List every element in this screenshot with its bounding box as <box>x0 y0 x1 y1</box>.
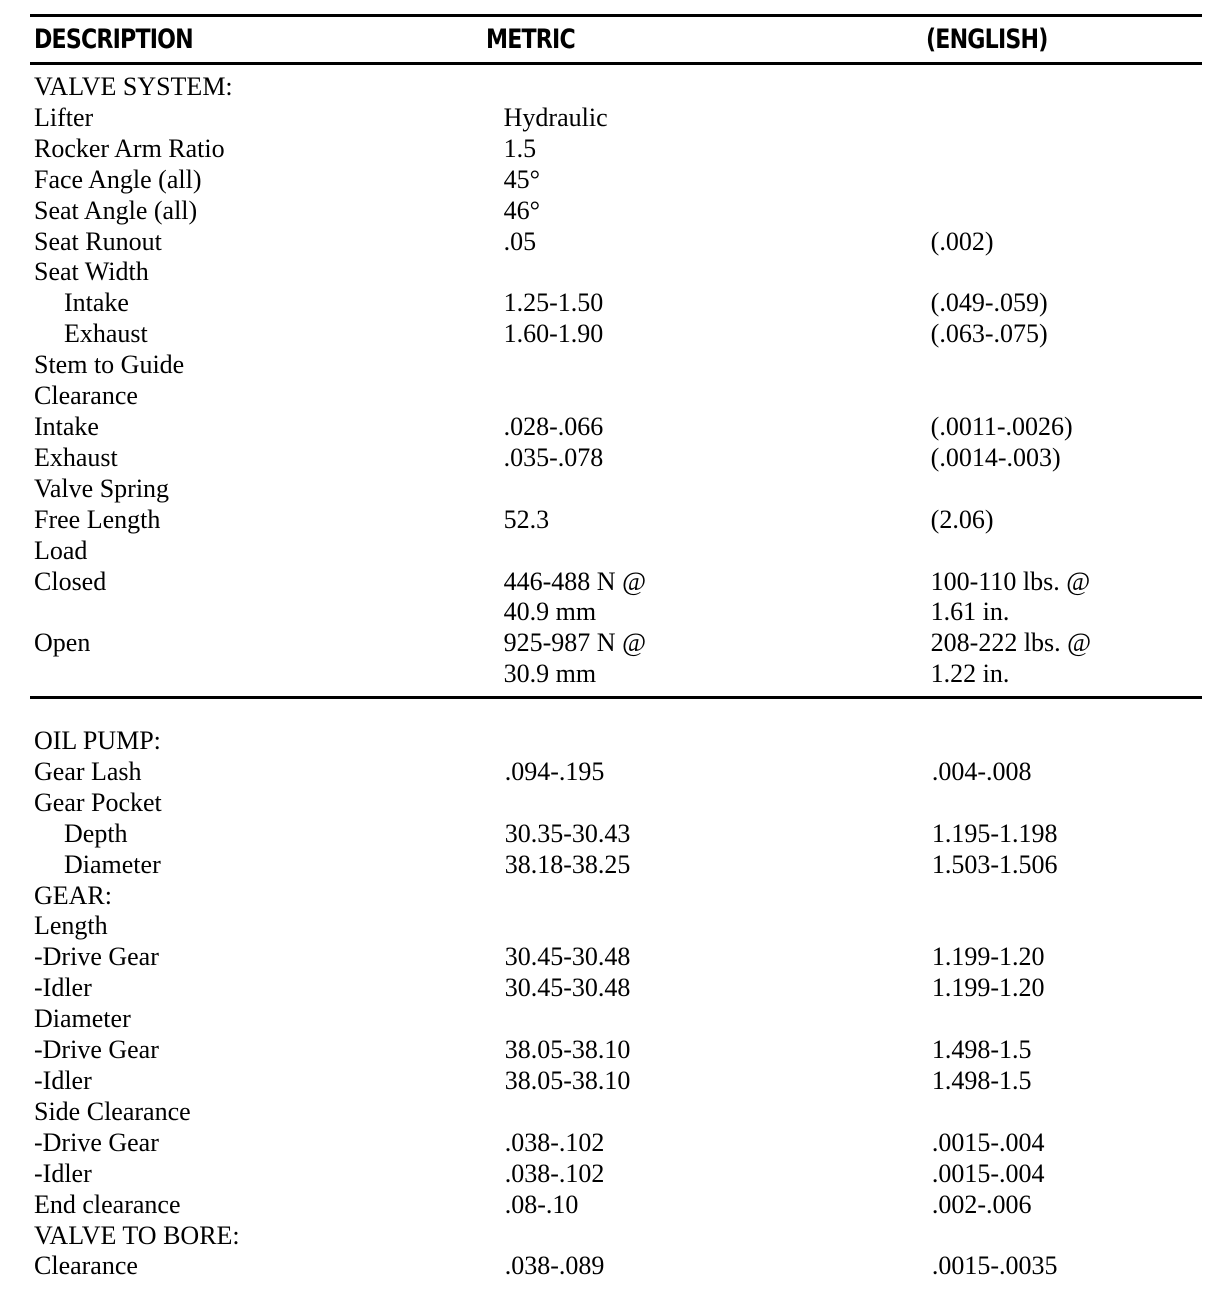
metric-cell <box>504 350 931 381</box>
metric-cell: 446-488 N @ <box>503 566 647 596</box>
metric-cell <box>504 257 931 288</box>
description-cell: VALVE TO BORE: <box>34 1220 240 1250</box>
metric-cell <box>504 72 931 103</box>
description-cell: GEAR: <box>34 880 112 910</box>
description-cell: Seat Runout <box>34 226 162 256</box>
metric-cell: 40.9 mm <box>503 597 597 627</box>
spec-row <box>34 567 1194 598</box>
description-cell: -Drive Gear <box>34 1127 159 1157</box>
description-cell: -Idler <box>34 1158 92 1188</box>
spec-row <box>34 881 1194 912</box>
english-cell: (.049-.059) <box>930 288 1048 318</box>
metric-cell: Hydraulic <box>503 102 608 132</box>
spec-row <box>34 443 1194 474</box>
metric-cell <box>504 536 931 567</box>
english-cell: 1.199-1.20 <box>931 973 1045 1003</box>
english-cell <box>931 103 1194 134</box>
english-cell <box>931 134 1194 165</box>
spec-row <box>34 350 1194 381</box>
description-cell: OIL PUMP: <box>34 726 161 755</box>
metric-cell: .094-.195 <box>504 756 605 786</box>
english-cell: .0015-.004 <box>931 1127 1045 1157</box>
english-cell <box>932 881 1194 912</box>
spec-row <box>34 1097 1194 1128</box>
description-cell: -Drive Gear <box>34 1035 159 1065</box>
english-cell <box>932 1097 1194 1128</box>
metric-cell: 38.05-38.10 <box>504 1065 631 1095</box>
english-cell: 100-110 lbs. @ <box>930 566 1091 596</box>
spec-row <box>34 726 1194 757</box>
spec-row <box>34 1128 1194 1159</box>
english-cell <box>931 536 1194 567</box>
english-cell <box>931 72 1194 103</box>
english-cell: 1.199-1.20 <box>931 942 1045 972</box>
spec-row <box>34 505 1194 536</box>
metric-cell: 1.5 <box>503 133 537 163</box>
spec-row <box>34 288 1194 319</box>
metric-cell <box>505 911 932 942</box>
description-cell: Rocker Arm Ratio <box>34 133 225 163</box>
spec-row <box>34 1035 1194 1066</box>
metric-cell <box>505 881 932 912</box>
spec-row <box>34 227 1194 258</box>
description-cell: Seat Width <box>34 257 149 287</box>
spec-row <box>34 72 1194 103</box>
description-cell: Diameter <box>34 1004 131 1034</box>
english-cell <box>931 196 1194 227</box>
description-cell: Side Clearance <box>34 1096 191 1126</box>
section-divider-rule <box>30 696 1202 699</box>
metric-cell <box>504 381 931 412</box>
english-cell <box>932 911 1194 942</box>
metric-cell: 30.35-30.43 <box>504 818 631 848</box>
metric-cell <box>505 726 932 757</box>
spec-row <box>34 134 1194 165</box>
spec-row <box>34 597 1194 628</box>
spec-row <box>34 474 1194 505</box>
metric-cell: .028-.066 <box>503 411 604 441</box>
english-cell <box>931 165 1194 196</box>
spec-row <box>34 850 1194 881</box>
metric-cell <box>505 1097 932 1128</box>
english-cell <box>932 726 1194 757</box>
description-cell: Open <box>34 628 91 658</box>
english-cell: (.063-.075) <box>930 319 1048 349</box>
english-cell <box>931 381 1194 412</box>
english-cell <box>932 1004 1194 1035</box>
spec-row <box>34 942 1194 973</box>
english-cell: .004-.008 <box>931 756 1032 786</box>
metric-cell: 52.3 <box>503 504 550 534</box>
english-cell <box>932 788 1194 819</box>
spec-row <box>34 1066 1194 1097</box>
description-cell: Gear Pocket <box>34 787 162 817</box>
metric-cell: 30.45-30.48 <box>504 973 631 1003</box>
header-description: DESCRIPTION <box>34 24 193 55</box>
description-cell: Clearance <box>34 381 138 411</box>
metric-cell: 38.05-38.10 <box>504 1035 631 1065</box>
english-cell: 208-222 lbs. @ <box>930 628 1092 658</box>
spec-row <box>34 381 1194 412</box>
metric-cell: .05 <box>503 226 537 256</box>
metric-cell: 1.60-1.90 <box>503 319 604 349</box>
spec-row <box>34 757 1194 788</box>
english-cell: (.0014-.003) <box>930 442 1061 472</box>
description-cell: Exhaust <box>34 442 118 472</box>
header-english: (ENGLISH) <box>926 24 1048 55</box>
metric-cell: 1.25-1.50 <box>503 288 604 318</box>
metric-cell: 30.45-30.48 <box>504 942 631 972</box>
description-cell: Clearance <box>34 1251 138 1281</box>
english-cell <box>931 257 1194 288</box>
english-cell: (2.06) <box>930 504 994 534</box>
description-cell: Load <box>34 535 88 565</box>
description-cell: Closed <box>34 566 107 596</box>
english-cell: .0015-.0035 <box>931 1251 1058 1281</box>
spec-row <box>34 257 1194 288</box>
description-cell: Length <box>34 911 108 941</box>
english-cell: (.0011-.0026) <box>930 411 1073 441</box>
metric-cell <box>505 788 932 819</box>
description-cell: Depth <box>64 818 128 848</box>
metric-cell: 45° <box>503 164 541 194</box>
description-cell: -Idler <box>34 1065 92 1095</box>
description-cell: Lifter <box>34 102 94 132</box>
header-rule <box>30 62 1202 65</box>
metric-cell: .08-.10 <box>504 1189 579 1219</box>
metric-cell: .035-.078 <box>503 442 604 472</box>
english-cell <box>932 1221 1194 1252</box>
description-cell <box>34 597 504 628</box>
english-cell: 1.61 in. <box>930 597 1010 627</box>
spec-row <box>34 536 1194 567</box>
metric-cell: 30.9 mm <box>503 659 597 689</box>
spec-row <box>34 412 1194 443</box>
description-cell: -Idler <box>34 973 92 1003</box>
description-cell: Intake <box>34 411 99 441</box>
english-cell: 1.503-1.506 <box>931 849 1058 879</box>
header-metric: METRIC <box>486 24 575 55</box>
spec-row <box>34 196 1194 227</box>
description-cell <box>34 659 504 690</box>
metric-cell: .038-.089 <box>504 1251 605 1281</box>
spec-row <box>34 1159 1194 1190</box>
metric-cell <box>505 1004 932 1035</box>
english-cell: (.002) <box>930 226 994 256</box>
metric-cell: 38.18-38.25 <box>504 849 631 879</box>
description-cell: Free Length <box>34 504 161 534</box>
metric-cell: .038-.102 <box>504 1158 605 1188</box>
valve-system-table <box>34 72 1194 690</box>
english-cell: 1.498-1.5 <box>931 1065 1032 1095</box>
english-cell: 1.22 in. <box>930 659 1010 689</box>
description-cell: Exhaust <box>64 319 148 349</box>
english-cell: .002-.006 <box>931 1189 1032 1219</box>
top-rule <box>30 14 1202 17</box>
spec-row <box>34 1221 1194 1252</box>
spec-row <box>34 659 1194 690</box>
english-cell: .0015-.004 <box>931 1158 1045 1188</box>
english-cell: 1.195-1.198 <box>931 818 1058 848</box>
oil-pump-table <box>34 726 1194 1282</box>
metric-cell: .038-.102 <box>504 1127 605 1157</box>
spec-row <box>34 973 1194 1004</box>
description-cell: -Drive Gear <box>34 942 159 972</box>
spec-row <box>34 319 1194 350</box>
metric-cell: 46° <box>503 195 541 225</box>
description-cell: Valve Spring <box>34 473 170 503</box>
metric-cell <box>504 474 931 505</box>
english-cell <box>931 474 1194 505</box>
description-cell: Intake <box>64 288 129 318</box>
spec-row <box>34 819 1194 850</box>
description-cell: Diameter <box>64 849 161 879</box>
spec-row <box>34 165 1194 196</box>
english-cell <box>931 350 1194 381</box>
metric-cell <box>505 1221 932 1252</box>
description-cell: End clearance <box>34 1189 181 1219</box>
description-cell: Seat Angle (all) <box>34 195 198 225</box>
description-cell: Stem to Guide <box>34 350 185 380</box>
spec-row <box>34 1251 1194 1282</box>
english-cell: 1.498-1.5 <box>931 1035 1032 1065</box>
spec-row <box>34 628 1194 659</box>
description-cell: VALVE SYSTEM: <box>34 72 233 101</box>
metric-cell: 925-987 N @ <box>503 628 647 658</box>
spec-row <box>34 911 1194 942</box>
description-cell: Gear Lash <box>34 756 142 786</box>
spec-row <box>34 103 1194 134</box>
spec-row <box>34 1190 1194 1221</box>
spec-row <box>34 1004 1194 1035</box>
description-cell: Face Angle (all) <box>34 164 202 194</box>
spec-row <box>34 788 1194 819</box>
